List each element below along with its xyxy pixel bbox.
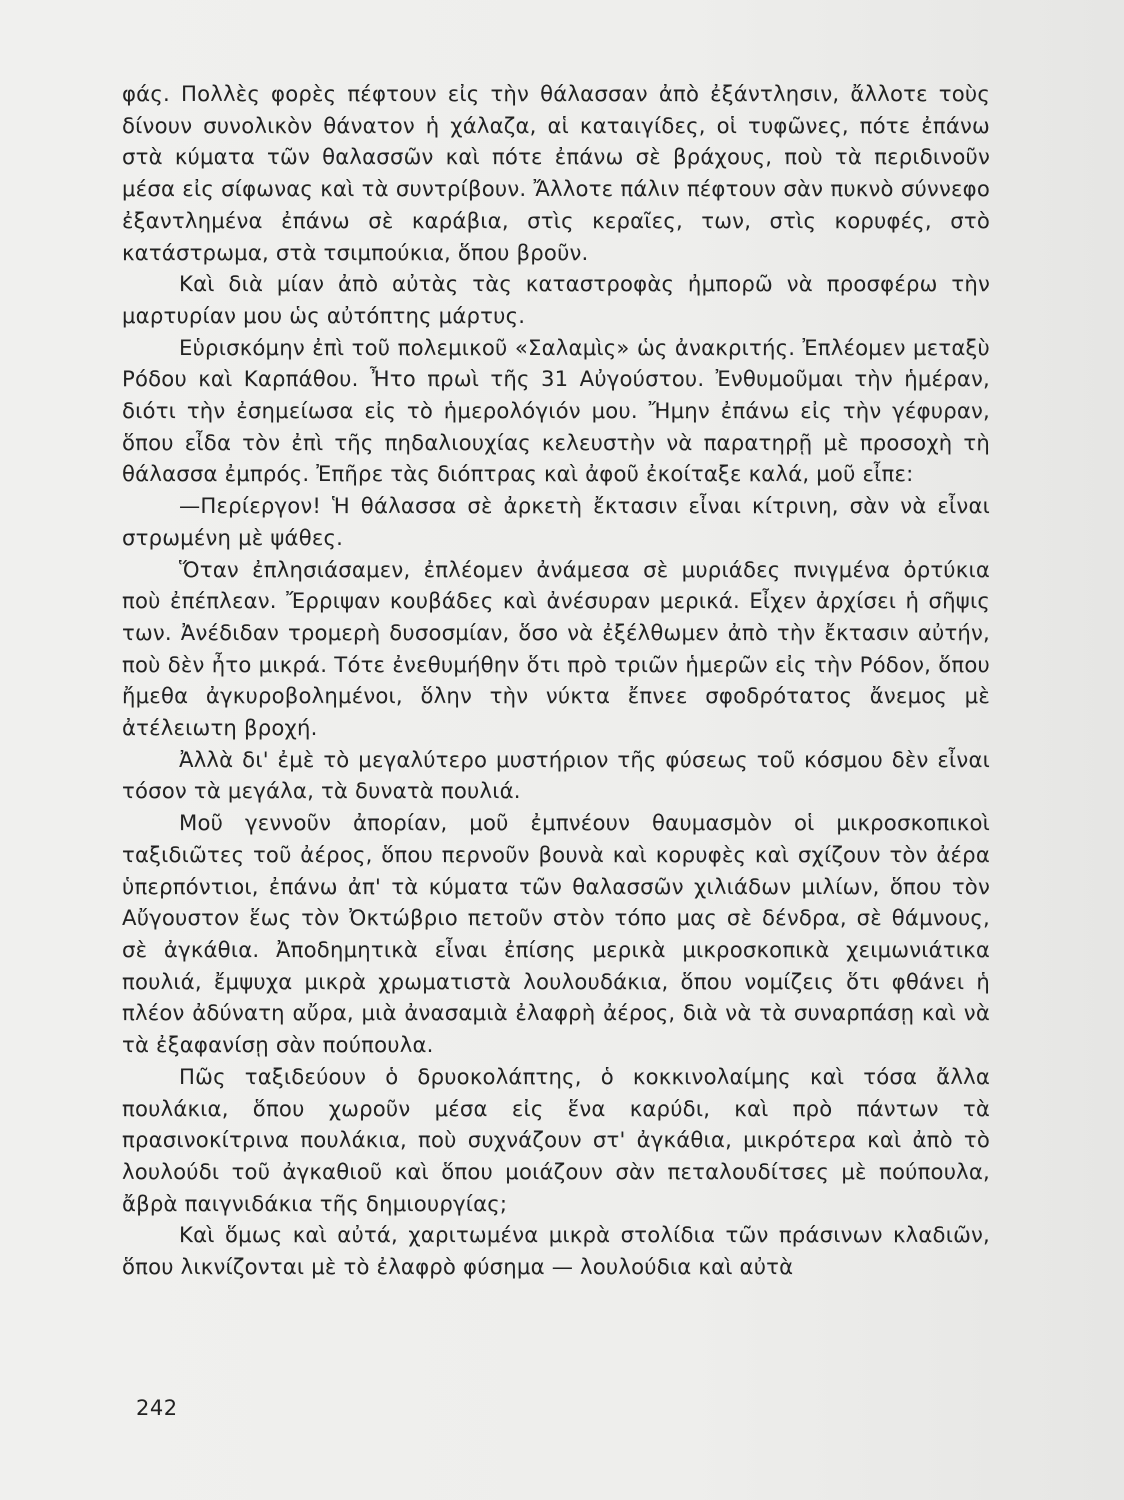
paragraph: Πῶς ταξιδεύουν ὁ δρυοκολάπτης, ὁ κοκκινολαίμης καὶ τόσα ἄλλα πουλάκια, ὅπου χωροῦν μέσα εἰς ἕνα καρύδι, καὶ πρὸ πάντων τὰ πρασινοκίτρινα πουλάκια, ποὺ συχνάζουν στ' ἀγκάθια, μικρότερα καὶ ἀπὸ τὸ λουλούδι τοῦ ἀγκαθιοῦ καὶ ὅπου μοιάζουν σὰν πεταλουδίτσες μὲ πούπουλα, ἄβρὰ παιγνιδάκια τῆς δημιουργίας; xyxy=(122,1063,990,1216)
paragraph: Ἀλλὰ δι' ἐμὲ τὸ μεγαλύτερο μυστήριον τῆς φύσεως τοῦ κόσμου δὲν εἶναι τόσον τὰ μεγάλα, τὰ δυνατὰ πουλιά. xyxy=(122,746,990,804)
body-text xyxy=(122,78,990,1283)
page-number: 242 xyxy=(136,1396,178,1420)
paragraph: Μοῦ γεννοῦν ἀπορίαν, μοῦ ἐμπνέουν θαυμασμὸν οἱ μικροσκοπικοὶ ταξιδιῶτες τοῦ ἀέρος, ὅπου περνοῦν βουνὰ καὶ κορυφὲς καὶ σχίζουν τὸν ἀέρα ὑπερπόντιοι, ἐπάνω ἀπ' τὰ κύματα τῶν θαλασσῶν χιλιάδων μιλίων, ὅπου τὸν Αὔγουστον ἕως τὸν Ὀκτώβριο πετοῦν στὸν τόπο μας σὲ δένδρα, σὲ θάμνους, σὲ ἀγκάθια. Ἀποδημητικὰ εἶναι ἐπίσης μερικὰ μικροσκοπικὰ χειμωνιάτικα πουλιά, ἔμψυχα μικρὰ χρωματιστὰ λουλουδάκια, ὅπου νομίζεις ὅτι φθάνει ἡ πλέον ἀδύνατη αὔρα, μιὰ ἀνασαμιὰ ἐλαφρὴ ἀέρος, διὰ νὰ τὰ συναρπάσῃ καὶ νὰ τὰ ἐξαφανίσῃ σὰν πούπουλα. xyxy=(122,810,990,1058)
paragraph: Ὅταν ἐπλησιάσαμεν, ἐπλέομεν ἀνάμεσα σὲ μυριάδες πνιγμένα ὀρτύκια ποὺ ἐπέπλεαν. Ἔρριψαν κουβάδες καὶ ἀνέσυραν μερικά. Εἶχεν ἀρχίσει ἡ σῆψις των. Ἀνέδιδαν τρομερὴ δυσοσμίαν, ὅσο νὰ ἐξέλθωμεν ἀπὸ τὴν ἔκτασιν αὐτήν, ποὺ δὲν ἦτο μικρά. Τότε ἐνεθυμήθην ὅτι πρὸ τριῶν ἡμερῶν εἰς τὴν Ρόδον, ὅπου ἤμεθα ἀγκυροβολημένοι, ὅλην τὴν νύκτα ἔπνεε σφοδρότατος ἄνεμος μὲ ἀτέλειωτη βροχή. xyxy=(122,556,990,741)
paragraph: Εὑρισκόμην ἐπὶ τοῦ πολεμικοῦ «Σαλαμὶς» ὡς ἀνακριτής. Ἐπλέομεν μεταξὺ Ρόδου καὶ Καρπάθου. Ἦτο πρωὶ τῆς 31 Αὐγούστου. Ἐνθυμοῦμαι τὴν ἡμέραν, διότι τὴν ἐσημείωσα εἰς τὸ ἡμερολόγιόν μου. Ἤμην ἐπάνω εἰς τὴν γέφυραν, ὅπου εἶδα τὸν ἐπὶ τῆς πηδαλιουχίας κελευστὴν νὰ παρατηρῇ μὲ προσοχὴ τὴ θάλασσα ἐμπρός. Ἐπῆρε τὰς διόπτρας καὶ ἀφοῦ ἐκοίταξε καλά, μοῦ εἶπε: xyxy=(122,334,990,487)
paragraph: Καὶ ὅμως καὶ αὐτά, χαριτωμένα μικρὰ στολίδια τῶν πράσινων κλαδιῶν, ὅπου λικνίζονται μὲ τὸ ἐλαφρὸ φύσημα — λουλούδια καὶ αὐτὰ xyxy=(122,1222,990,1280)
paragraph: —Περίεργον! Ἡ θάλασσα σὲ ἀρκετὴ ἔκτασιν εἶναι κίτρινη, σὰν νὰ εἶναι στρωμένη μὲ ψάθες. xyxy=(122,493,990,550)
paragraph: Καὶ διὰ μίαν ἀπὸ αὐτὰς τὰς καταστροφὰς ἠμπορῶ νὰ προσφέρω τὴν μαρτυρίαν μου ὡς αὐτόπτης μάρτυς. xyxy=(122,271,990,328)
paragraph: φάς. Πολλὲς φορὲς πέφτουν εἰς τὴν θάλασσαν ἀπὸ ἐξάντλησιν, ἄλλοτε τοὺς δίνουν συνολικὸν θάνατον ἡ χάλαζα, αἱ καταιγίδες, οἱ τυφῶνες, πότε ἐπάνω στὰ κύματα τῶν θαλασσῶν καὶ πότε ἐπάνω σὲ βράχους, ποὺ τὰ περιδινοῦν μέσα εἰς σίφωνας καὶ τὰ συντρίβουν. Ἄλλοτε πάλιν πέφτουν σὰν πυκνὸ σύννεφο ἐξαντλημένα ἐπάνω σὲ καράβια, στὶς κεραῖες, των, στὶς κορυφές, στὸ κατάστρωμα, στὰ τσιμπούκια, ὅπου βροῦν. xyxy=(122,81,990,265)
